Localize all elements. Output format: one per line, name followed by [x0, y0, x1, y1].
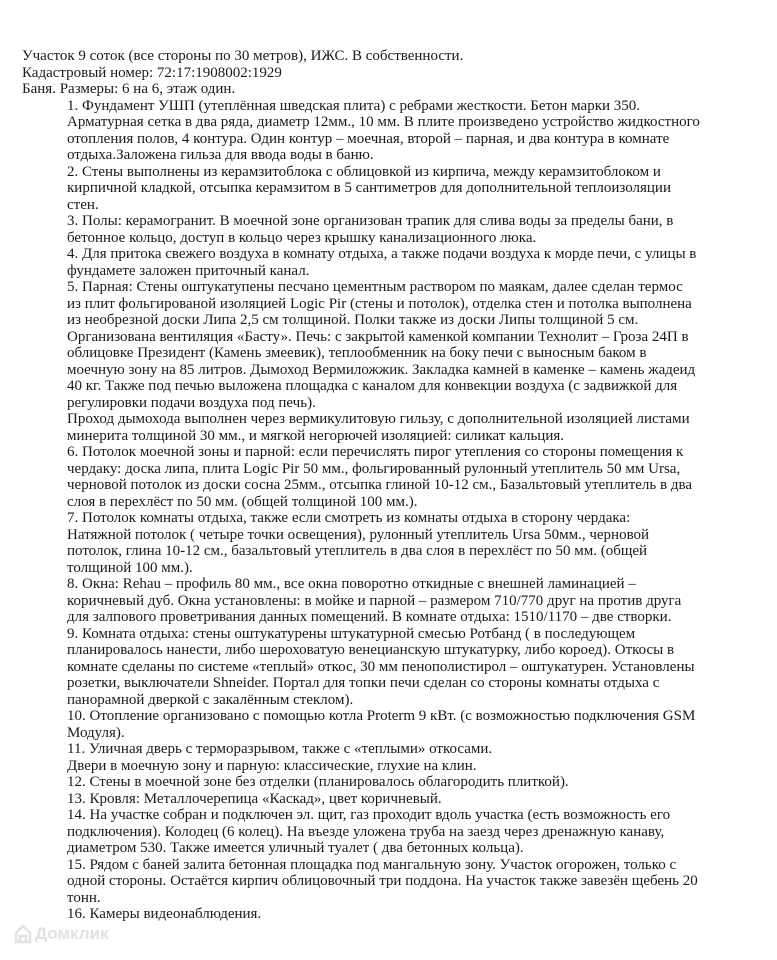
item-text-line: 4. Для притока свежего воздуха в комнату отдыха, а также подачи воздуха к морде печи, с улицы в [67, 246, 697, 262]
watermark-text: Домклик [35, 924, 109, 943]
item-text-line: толщиной 100 мм.). [67, 559, 193, 576]
header-line: Баня. Размеры: 6 на 6, этаж один. [22, 81, 236, 97]
list-item [22, 906, 767, 923]
list-item [22, 774, 767, 791]
item-text-line: регулировки подачи воздуха под печь). [67, 394, 316, 411]
item-text-line: потолок, глина 10-12 см., базальтовый утеплитель в два слоя в перехлёст по 50 мм. (общей [67, 543, 648, 559]
item-text-line: отопления полов, 4 контура. Один контур – моечная, второй – парная, и два контура в комнате [67, 130, 670, 147]
item-text-line: фундамете заложен приточный канал. [67, 262, 310, 279]
list-item [22, 213, 767, 246]
item-text-line: Двери в моечную зону и парную: классические, глухие на клин. [67, 757, 477, 774]
item-text-line: 7. Потолок комнаты отдыха, также если смотреть из комнаты отдыха в сторону чердака: [67, 510, 631, 526]
item-text-line: подключения). Колодец (6 колец). На въезде уложена труба на заезд через дренажную канаву, [67, 823, 665, 840]
item-text-line: 11. Уличная дверь с терморазрывом, также с «теплыми» откосами. [67, 741, 493, 757]
item-text-line: 16. Камеры видеонаблюдения. [67, 906, 262, 922]
item-text-line: Проход дымохода выполнен через вермикулитовую гильзу, с дополнительной изоляцией листами [67, 411, 690, 427]
house-logo-icon [14, 924, 32, 944]
item-text-line: 12. Стены в моечной зоне без отделки (планировалось облагородить плиткой). [67, 774, 569, 790]
item-text-line: минерита толщиной 30 мм., и мягкой негорючей изоляцией: силикат кальция. [67, 427, 565, 444]
item-text-line: стен. [67, 196, 99, 213]
item-text-line: Организована вентиляция «Басту». Печь: с закрытой каменкой компании Технолит – Гроза 24П в [67, 328, 689, 345]
item-text-line: бетонное кольцо, доступ в кольцо через крышку канализационного люка. [67, 229, 537, 246]
item-text-line: 9. Комната отдыха: стены оштукатурены штукатурной смесью Ротбанд ( в последующем [67, 625, 636, 642]
list-item [22, 411, 767, 444]
item-text-line: кирпичной кладкой, отсыпка керамзитом в 5 сантиметров для дополнительной теплоизоляции [67, 180, 671, 196]
item-text-line: для залпового проветривания данных помещений. В комнате отдыха: 1510/1170 – две створки. [67, 609, 672, 625]
item-text-line: Модуля). [67, 724, 125, 741]
list-item [22, 791, 767, 808]
item-text-line: коричневый дуб. Окна установлены: в мойке и парной – размером 710/770 друг на против друга [67, 592, 682, 609]
item-text-line: диаметром 530. Также имеется уличный туалет ( два бетонных кольца). [67, 840, 524, 856]
item-text-line: 2. Стены выполнены из керамзитоблока с облицовкой из кирпича, между керамзитоблоком и [67, 163, 661, 180]
item-text-line: слоя в перехлёст по 50 мм. (общей толщиной 100 мм.). [67, 493, 418, 510]
list-item [22, 164, 767, 214]
listing-header [22, 48, 767, 98]
item-text-line: моечную зону на 85 литров. Дымоход Вермиложжик. Закладка камней в каменке – камень жадеид [67, 361, 696, 378]
item-text-line: планировалось нанести, либо шероховатую венецианскую штукатурку, либо короед). Откосы в [67, 642, 675, 658]
item-text-line: 14. На участке собран и подключен эл. щит, газ проходит вдоль участка (есть возможность его [67, 807, 671, 823]
item-text-line: одной стороны. Остаётся кирпич облицовочный три поддона. На участок также завезён щебень 20 [67, 873, 698, 889]
item-text-line: 15. Рядом с баней залита бетонная площадка под мангальную зону. Участок огорожен, только с [67, 856, 677, 873]
item-text-line: 5. Парная: Стены оштукатупены песчано цементным раствором по маякам, далее сделан термос [67, 279, 683, 295]
list-item [22, 444, 767, 510]
list-item [22, 708, 767, 741]
list-item [22, 576, 767, 626]
list-item [22, 246, 767, 279]
item-text-line: тонн. [67, 889, 101, 906]
list-item [22, 741, 767, 758]
item-text-line: панорамной дверкой с закалённым стеклом). [67, 691, 354, 708]
list-item [22, 857, 767, 907]
item-text-line: отдыха.Заложена гильза для ввода воды в баню. [67, 147, 374, 163]
item-text-line: розетки, выключатели Shneider. Портал для топки печи сделан со стороны комнаты отдыха с [67, 675, 660, 691]
list-item [22, 279, 767, 411]
item-text-line: Натяжной потолок ( четыре точки освещения), рулонный утеплитель Ursa 50мм., черновой [67, 526, 650, 543]
list-item [22, 98, 767, 164]
item-text-line: комнате сделаны по системе «теплый» откос, 30 мм пенополистирол – оштукатурен. Установлены [67, 658, 695, 675]
item-text-line: черновой потолок из доски сосна 25мм., отсыпка глиной 10-12 см., Базальтовый утеплитель в два [67, 477, 692, 493]
item-text-line: 8. Окна: Rehau – профиль 80 мм., все окна поворотно откидные с внешней ламинацией – [67, 576, 636, 592]
item-text-line: облицовке Президент (Камень змеевик), теплообменник на боку печи с выносным баком в [67, 345, 647, 361]
list-item [22, 807, 767, 857]
item-text-line: 1. Фундамент УШП (утеплённая шведская плита) с ребрами жесткости. Бетон марки 350. [67, 97, 641, 114]
document-body [22, 48, 767, 923]
item-text-line: чердаку: доска липа, плита Logic Pir 50 мм., фольгированный рулонный утеплитель 50 мм Ursa, [67, 460, 681, 477]
item-text-line: 10. Отопление организовано с помощью котла Proterm 9 кВт. (с возможностью подключения GSM [67, 708, 696, 724]
item-text-line: 13. Кровля: Металлочерепица «Каскад», цвет коричневый. [67, 790, 442, 807]
list-item [22, 510, 767, 576]
list-item [22, 758, 767, 775]
item-text-line: 40 кг. Также под печью выложена площадка с каналом для конвекции воздуха (с задвижкой для [67, 378, 678, 394]
list-item [22, 626, 767, 709]
item-text-line: из плит фольгированой изоляцией Logic Pir (стены и потолок), отделка стен и потолка выполнена [67, 295, 692, 312]
item-text-line: Арматурная сетка в два ряда, диаметр 12мм., 10 мм. В плите произведено устройство жидкостного [67, 114, 700, 130]
watermark-logo [14, 924, 109, 944]
item-text-line: из необрезной доски Липа 2,5 см толщиной. Полки также из доски Липы толщиной 5 см. [67, 312, 639, 328]
item-text-line: 3. Полы: керамогранит. В моечной зоне организован трапик для слива воды за пределы бани, в [67, 213, 674, 229]
header-line: Участок 9 соток (все стороны по 30 метров), ИЖС. В собственности. [22, 48, 464, 64]
header-line: Кадастровый номер: 72:17:1908002:1929 [22, 64, 282, 81]
item-text-line: 6. Потолок моечной зоны и парной: если перечислять пирог утепления со стороны помещения к [67, 444, 684, 460]
feature-list [22, 98, 767, 923]
